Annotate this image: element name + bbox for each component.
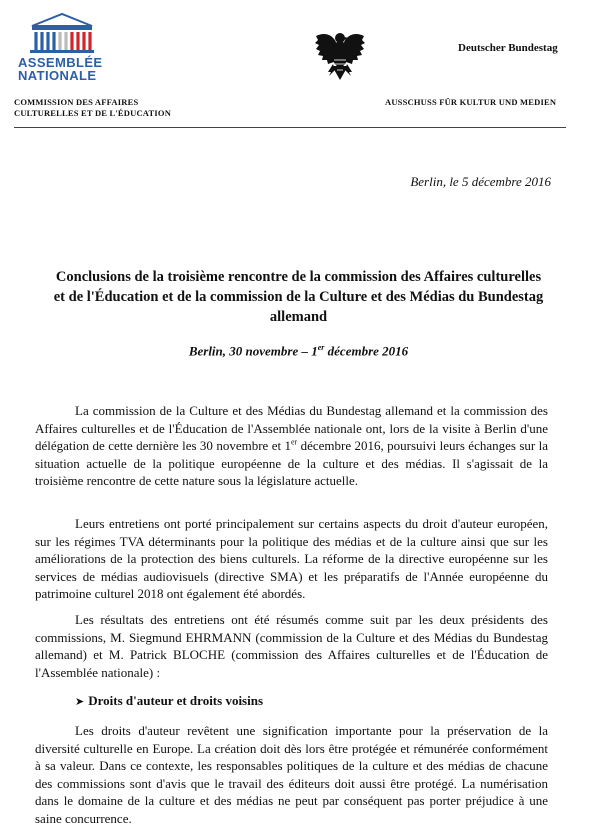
section-heading-text: Droits d'auteur et droits voisins [88, 693, 264, 708]
paragraph-1 [35, 402, 548, 490]
paragraph-1-superscript: er [290, 437, 298, 447]
logo-line-1: ASSEMBLÉE [18, 55, 103, 70]
document-title: Conclusions de la troisième rencontre de la commission des Affaires culturelles et de l'Éducation et de la commission de la Culture et des Médias du Bundestag allemand [53, 269, 544, 325]
paragraph-1-text-end: décembre 2016, poursuivi leurs échanges sur la situation actuelle de la politique européenne de la culture et des médias. Il s'agissait de la troisième rencontre de cette nature sous la législature actuelle. [35, 438, 548, 489]
bundestag-committee-name: AUSSCHUSS FÜR KULTUR UND MEDIEN [385, 97, 557, 107]
an-committee-line-1: COMMISSION DES AFFAIRES [14, 97, 139, 107]
assemblee-building-icon [26, 12, 98, 54]
section-heading [75, 693, 263, 709]
paragraph-4: Les droits d'auteur revêtent une signification importante pour la préservation de la diversité culturelle en Europe. La création doit dès lors être protégée et rémunérée conformément à sa valeur. Dans ce contexte, les responsables politiques de la culture et des médias de chacune des commissions sont d'avis que le travail des éditeurs doit aussi être protégé. La numérisation dans le domaine de la culture et des médias ne peut par conséquent pas porter préjudice à une saine concurrence. [35, 723, 548, 826]
logo-line-2: NATIONALE [18, 68, 97, 83]
paragraph-3: Les résultats des entretiens ont été résumés comme suit par les deux présidents des commissions, M. Siegmund EHRMANN (commission de la Culture et des Médias du Bundestag allemand) et M. Patrick BLOCHE (commission des Affaires culturelles et de l'Éducation de l'Assemblée nationale) : [35, 612, 548, 680]
document-subtitle [50, 343, 547, 359]
subtitle-text-end: décembre 2016 [324, 343, 409, 359]
header-divider [14, 127, 566, 128]
document-date: Berlin, le 5 décembre 2016 [410, 174, 551, 189]
subtitle-text: Berlin, 30 novembre – 1 [188, 343, 318, 359]
arrow-right-icon: ➤ [75, 695, 85, 708]
assemblee-logo-text [18, 56, 118, 82]
an-committee-name [14, 97, 171, 119]
assemblee-nationale-logo [18, 12, 108, 94]
an-committee-line-2: CULTURELLES ET DE L'ÉDUCATION [14, 108, 172, 118]
paragraph-1-text: La commission de la Culture et des Médias du Bundestag allemand et la commission des Affaires culturelles et de l'Éducation de l'Assemblée nationale ont, lors de la visite à Berlin d'une délégation de cette dernière les 30 novembre et 1 [35, 403, 548, 454]
paragraph-2: Leurs entretiens ont porté principalement sur certains aspects du droit d'auteur européen, sur les régimes TVA déterminants pour la politique des médias et de la culture ainsi que sur les améliorations de la protection des biens culturels. La réforme de la directive européenne sur les services de médias audiovisuels (directive SMA) et les préparatifs de l'Année européenne du patrimoine culturel 2018 ont également été abordés. [35, 516, 548, 602]
bundestag-name: Deutscher Bundestag [458, 42, 558, 54]
subtitle-superscript: er [317, 343, 325, 352]
bundestag-eagle-icon [312, 26, 368, 82]
